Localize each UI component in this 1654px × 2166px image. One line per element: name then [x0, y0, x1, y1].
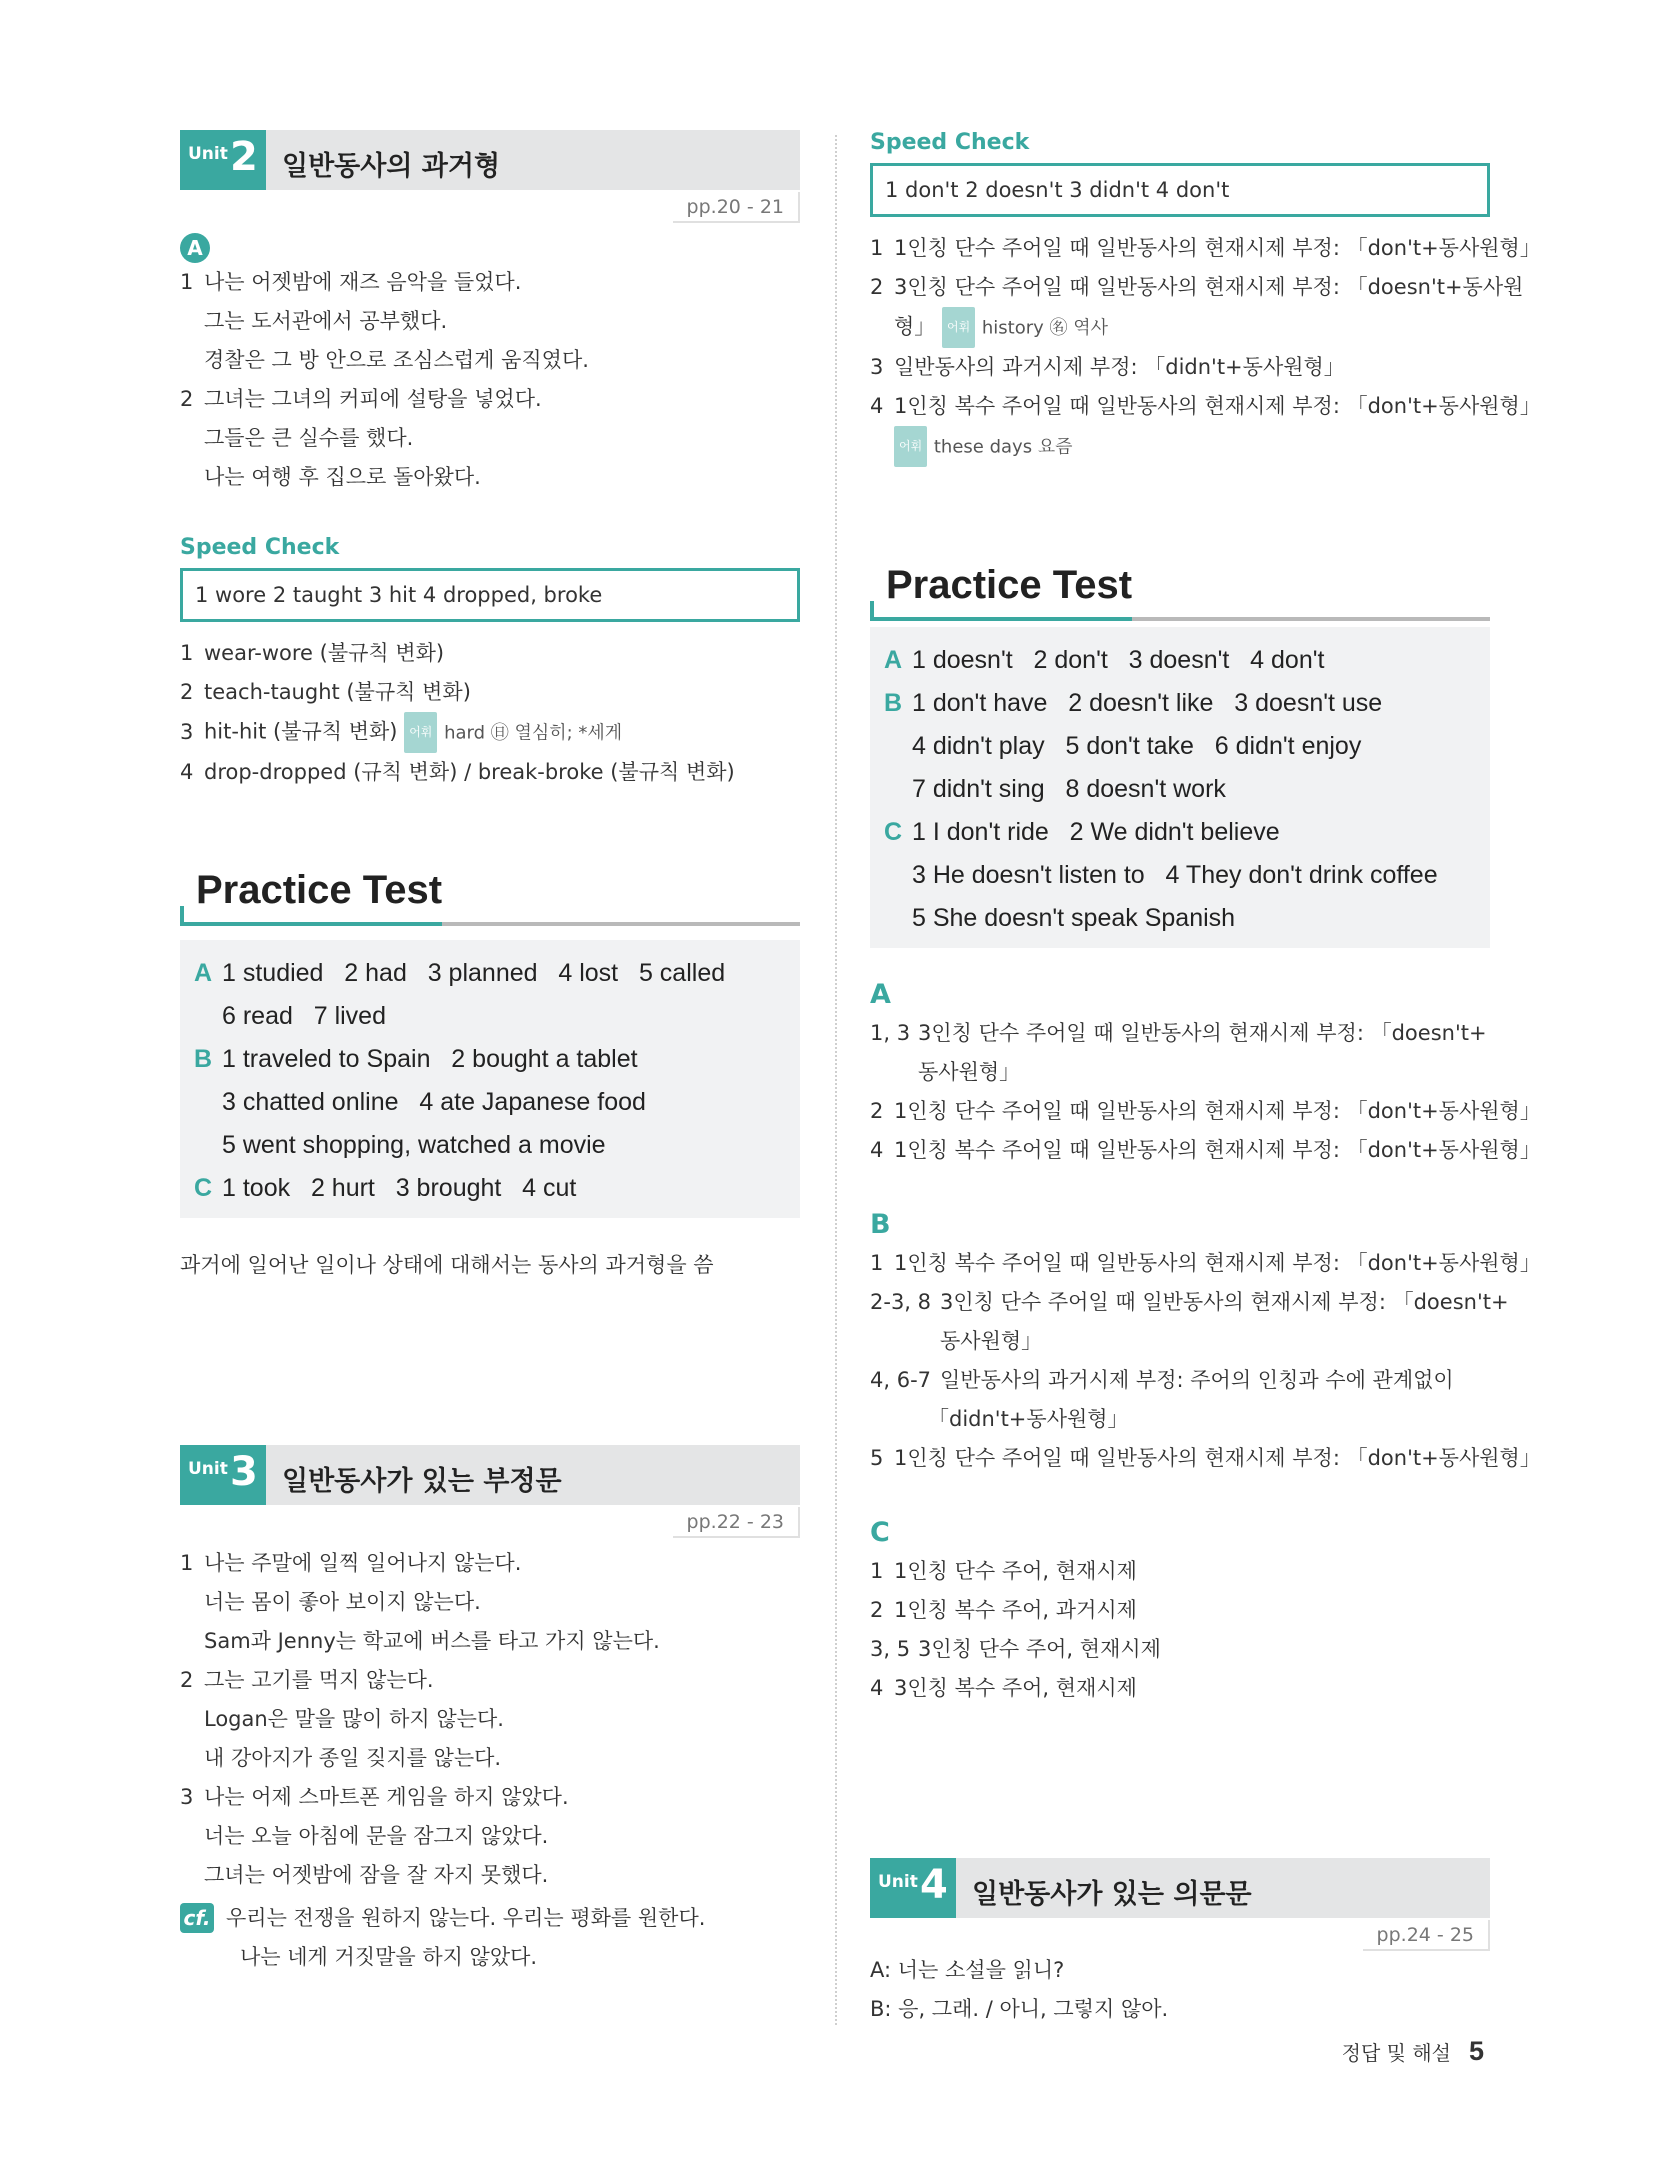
- explanation-letter: B: [870, 1209, 891, 1240]
- explanation-line: 동사원형」: [918, 1060, 1021, 1084]
- unit-word: Unit: [188, 1459, 228, 1479]
- answer-row: 1 doesn't 2 don't 3 doesn't 4 don't: [912, 646, 1325, 674]
- practice-test-answers: [870, 627, 1490, 948]
- note-line: 3인칭 단수 주어일 때 일반동사의 현재시제 부정: 「doesn't+동사원: [894, 275, 1524, 299]
- section-letter: C: [884, 818, 903, 846]
- line-number: 4: [870, 1676, 884, 1700]
- answer-row: 7 didn't sing 8 doesn't work: [912, 775, 1226, 803]
- unit2-pages: [180, 192, 800, 223]
- line-number: 5: [870, 1446, 884, 1470]
- section-letter: B: [194, 1045, 213, 1073]
- section-letter: A: [194, 959, 213, 987]
- explanation-line: 3인칭 단수 주어일 때 일반동사의 현재시제 부정: 「doesn't+: [918, 1021, 1487, 1045]
- cf-line: 나는 네게 거짓말을 하지 않았다.: [240, 1945, 538, 1969]
- unit4-pages: [870, 1920, 1490, 1951]
- unit4-title: 일반동사가 있는 의문문: [972, 1879, 1252, 1910]
- explanation-line: 1인칭 단수 주어일 때 일반동사의 현재시제 부정: 「don't+동사원형」: [894, 1099, 1541, 1123]
- vocab-note: history ㊔ 역사: [981, 317, 1108, 339]
- footer-label: 정답 및 해설: [1341, 2041, 1451, 2065]
- line-number: 3: [180, 719, 194, 744]
- answer-line: Sam과 Jenny는 학교에 버스를 타고 가지 않는다.: [204, 1629, 660, 1653]
- note-line: 일반동사의 과거시제 부정: 「didn't+동사원형」: [894, 355, 1345, 379]
- answer-line: 나는 어제 스마트폰 게임을 하지 않았다.: [204, 1785, 569, 1809]
- page-footer: [1342, 2036, 1484, 2067]
- unit2-badge: [180, 130, 266, 190]
- answer-line: 그녀는 어젯밤에 잠을 잘 자지 못했다.: [204, 1863, 549, 1887]
- unit4-block: [870, 1858, 1490, 2029]
- answer-line: 경찰은 그 방 안으로 조심스럽게 움직였다.: [204, 348, 589, 372]
- answer-row: 4 didn't play 5 don't take 6 didn't enjoy: [912, 732, 1362, 760]
- explanation-line: 3인칭 단수 주어, 현재시제: [918, 1637, 1161, 1661]
- unit4-header: [870, 1858, 1490, 1918]
- section-letter: C: [194, 1174, 213, 1202]
- explanation-line: 3인칭 단수 주어일 때 일반동사의 현재시제 부정: 「doesn't+: [940, 1290, 1509, 1314]
- answer-row: 6 read 7 lived: [222, 1002, 386, 1030]
- line-number: 4, 6-7: [870, 1368, 932, 1392]
- explanation-line: 1인칭 복수 주어일 때 일반동사의 현재시제 부정: 「don't+동사원형」: [894, 1251, 1541, 1275]
- explanation-line: 1인칭 복수 주어, 과거시제: [894, 1598, 1137, 1622]
- note-line: teach-taught (불규칙 변화): [204, 680, 471, 704]
- note-line: 1인칭 단수 주어일 때 일반동사의 현재시제 부정: 「don't+동사원형」: [894, 236, 1541, 260]
- unit3-pages: [180, 1507, 800, 1538]
- line-number: 3: [870, 355, 884, 379]
- unit2-section-a: [180, 233, 800, 497]
- answer-line: Logan은 말을 많이 하지 않는다.: [204, 1707, 504, 1731]
- page-range: pp.24 - 25: [1363, 1920, 1490, 1951]
- line-number: 4: [870, 394, 884, 418]
- line-number: 4: [870, 1138, 884, 1162]
- dialogue-line: B: 응, 그래. / 아니, 그렇지 않아.: [870, 1997, 1169, 2021]
- unit3-header: [180, 1445, 800, 1505]
- practice-test-heading: [870, 557, 1490, 621]
- answer-row: 1 traveled to Spain 2 bought a tablet: [222, 1045, 638, 1073]
- column-divider: [835, 135, 837, 2025]
- unit3-title: 일반동사가 있는 부정문: [282, 1466, 562, 1497]
- answer-line: 나는 어젯밤에 재즈 음악을 들었다.: [204, 270, 522, 294]
- note-line: drop-dropped (규칙 변화) / break-broke (불규칙 변화): [204, 760, 735, 784]
- explanation-line: 1인칭 단수 주어일 때 일반동사의 현재시제 부정: 「don't+동사원형」: [894, 1446, 1541, 1470]
- speed-check-label: Speed Check: [870, 130, 1030, 155]
- practice-test-title: Practice Test: [196, 868, 443, 912]
- heading-left-bar: [870, 601, 874, 621]
- line-number: 1: [870, 1559, 884, 1583]
- line-number: 2: [870, 1598, 884, 1622]
- cf-line: 우리는 전쟁을 원하지 않는다. 우리는 평화를 원한다.: [226, 1906, 706, 1930]
- unit-number: 3: [230, 1449, 258, 1495]
- practice-test-heading: [180, 862, 800, 926]
- speed-check-label: Speed Check: [180, 535, 340, 560]
- practice-test-answers: [180, 940, 800, 1218]
- speed-check-answer-box: 1 wore 2 taught 3 hit 4 dropped, broke: [180, 568, 800, 622]
- unit3-badge: [180, 1445, 266, 1505]
- vocab-note: these days 요즘: [933, 436, 1073, 458]
- explanation-b: [870, 1206, 1541, 1478]
- vocab-badge: 어휘: [404, 712, 437, 753]
- vocab-note: hard ㊐ 열심히; *세게: [444, 722, 623, 744]
- dialogue-line: A: 너는 소설을 읽니?: [870, 1958, 1065, 1982]
- section-letter: A: [884, 646, 903, 674]
- heading-accent-bar: [180, 922, 442, 926]
- note-line: 형」: [894, 314, 936, 339]
- line-number: 1: [180, 1551, 194, 1575]
- answer-row: 3 He doesn't listen to 4 They don't drink coffee: [912, 861, 1438, 889]
- answer-row: 1 I don't ride 2 We didn't believe: [912, 818, 1280, 846]
- line-number: 1: [870, 236, 884, 260]
- explanation-line: 3인칭 복수 주어, 현재시제: [894, 1676, 1137, 1700]
- explanation-c: [870, 1514, 1490, 1708]
- answer-row: 1 don't have 2 doesn't like 3 doesn't use: [912, 689, 1383, 717]
- left-column: [180, 130, 800, 1977]
- page-number: 5: [1468, 2036, 1484, 2066]
- heading-left-bar: [180, 906, 184, 926]
- vocab-badge: 어휘: [894, 426, 927, 467]
- unit-word: Unit: [188, 144, 228, 164]
- note-line: hit-hit (불규칙 변화): [204, 719, 398, 744]
- line-number: 3, 5: [870, 1637, 911, 1661]
- answer-line: 그들은 큰 실수를 했다.: [204, 426, 414, 450]
- answer-line: 내 강아지가 종일 짖지를 않는다.: [204, 1746, 502, 1770]
- note-line: 1인칭 복수 주어일 때 일반동사의 현재시제 부정: 「don't+동사원형」: [894, 394, 1541, 418]
- section-letter: B: [884, 689, 903, 717]
- line-number: 2: [180, 680, 194, 704]
- page-range: pp.22 - 23: [673, 1507, 800, 1538]
- answer-row: 5 She doesn't speak Spanish: [912, 904, 1236, 932]
- explanation-letter: A: [870, 979, 891, 1010]
- answer-row: 5 went shopping, watched a movie: [222, 1131, 606, 1159]
- answer-line: 너는 오늘 아침에 문을 잠그지 않았다.: [204, 1824, 549, 1848]
- speed-check-answer-box: 1 don't 2 doesn't 3 didn't 4 don't: [870, 163, 1490, 217]
- line-number: 3: [180, 1785, 194, 1809]
- answer-line: 나는 여행 후 집으로 돌아왔다.: [204, 465, 481, 489]
- answer-line: 그는 도서관에서 공부했다.: [204, 309, 448, 333]
- unit3-speed-check: [870, 130, 1541, 467]
- answer-line: 그녀는 그녀의 커피에 설탕을 넣었다.: [204, 387, 542, 411]
- explanation-a: [870, 976, 1541, 1170]
- explanation-letter: C: [870, 1517, 890, 1548]
- practice-test-note: 과거에 일어난 일이나 상태에 대해서는 동사의 과거형을 씀: [180, 1253, 714, 1277]
- line-number: 2: [870, 275, 884, 299]
- heading-accent-bar: [870, 617, 1132, 621]
- line-number: 1, 3: [870, 1021, 911, 1045]
- unit2-header: [180, 130, 800, 190]
- explanation-line: 「didn't+동사원형」: [928, 1407, 1129, 1431]
- unit3-block: [180, 1445, 800, 1977]
- answer-row: 1 took 2 hurt 3 brought 4 cut: [222, 1174, 577, 1202]
- line-number: 2: [870, 1099, 884, 1123]
- unit2-title: 일반동사의 과거형: [282, 151, 501, 182]
- unit3-practice-test: [870, 557, 1490, 948]
- line-number: 1: [870, 1251, 884, 1275]
- line-number: 2: [180, 1668, 194, 1692]
- cf-icon: cf.: [180, 1903, 214, 1933]
- unit2-practice-test: [180, 862, 800, 1285]
- explanation-line: 1인칭 단수 주어, 현재시제: [894, 1559, 1137, 1583]
- answer-row: 1 studied 2 had 3 planned 4 lost 5 called: [222, 959, 726, 987]
- note-line: wear-wore (불규칙 변화): [204, 641, 445, 665]
- line-number: 1: [180, 270, 194, 294]
- answer-line: 그는 고기를 먹지 않는다.: [204, 1668, 434, 1692]
- unit-number: 2: [230, 134, 258, 180]
- page-range: pp.20 - 21: [673, 192, 800, 223]
- explanation-line: 일반동사의 과거시제 부정: 주어의 인칭과 수에 관계없이: [940, 1368, 1454, 1392]
- unit2-speed-check: [180, 535, 800, 792]
- line-number: 1: [180, 641, 194, 665]
- answer-line: 나는 주말에 일찍 일어나지 않는다.: [204, 1551, 522, 1575]
- unit4-badge: [870, 1858, 956, 1918]
- right-column: [870, 130, 1541, 2029]
- section-a-badge: A: [180, 233, 210, 263]
- explanation-line: 동사원형」: [940, 1329, 1043, 1353]
- vocab-badge: 어휘: [942, 307, 975, 348]
- line-number: 2: [180, 387, 194, 411]
- unit-number: 4: [920, 1862, 948, 1908]
- line-number: 2-3, 8: [870, 1290, 932, 1314]
- unit-word: Unit: [878, 1872, 918, 1892]
- answer-line: 너는 몸이 좋아 보이지 않는다.: [204, 1590, 481, 1614]
- answer-row: 3 chatted online 4 ate Japanese food: [222, 1088, 646, 1116]
- explanation-line: 1인칭 복수 주어일 때 일반동사의 현재시제 부정: 「don't+동사원형」: [894, 1138, 1541, 1162]
- practice-test-title: Practice Test: [886, 563, 1133, 607]
- line-number: 4: [180, 760, 194, 784]
